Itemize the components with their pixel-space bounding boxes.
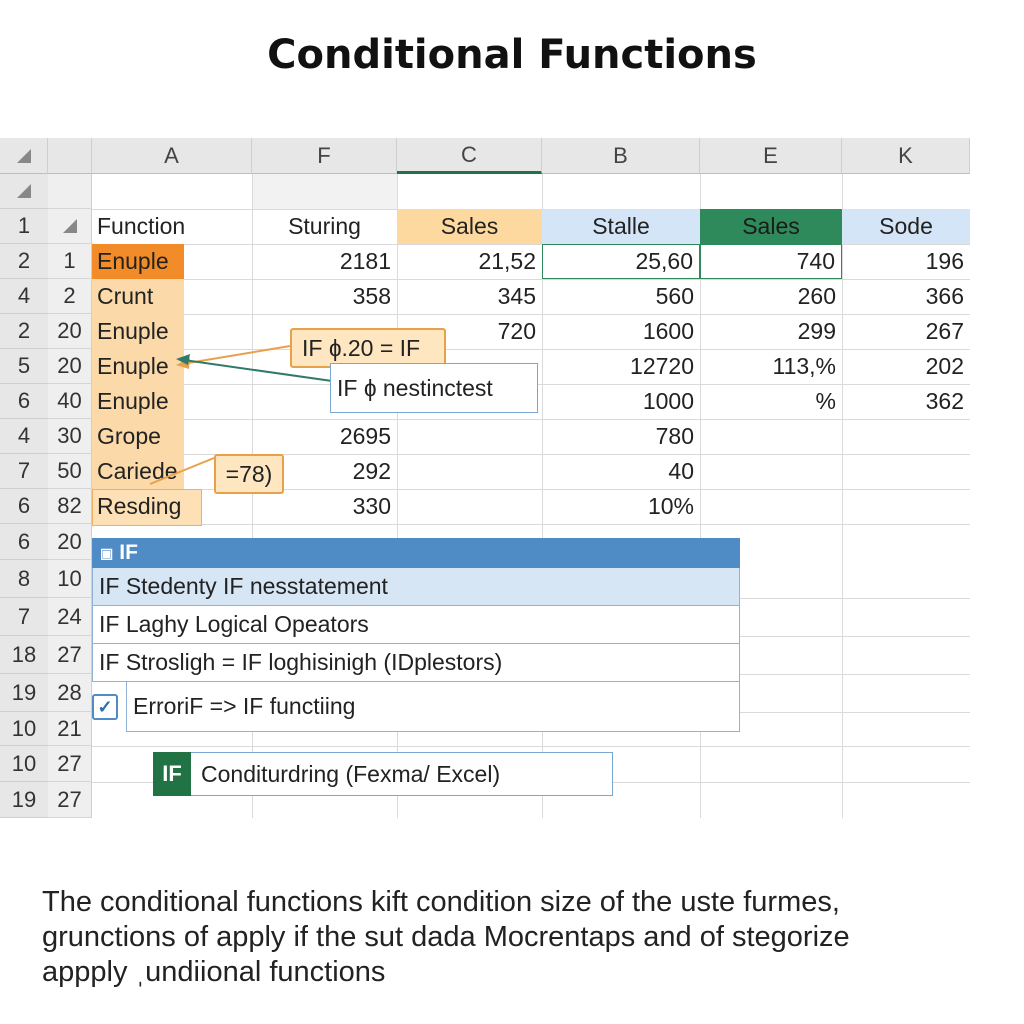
cell-f[interactable]: 358 [352,283,391,309]
header-cell-sales-2[interactable]: Sales [700,209,842,244]
subheader: 21 [48,712,92,746]
caption-line: appply ˌundiional functions [42,956,386,988]
row-header[interactable]: 18 [0,636,48,674]
cell-f[interactable]: 2695 [339,423,391,449]
row-header[interactable]: 10 [0,746,48,782]
cell-f[interactable]: 330 [352,493,391,519]
cell-b[interactable]: 12720 [630,353,694,379]
subheader: 2 [48,279,92,314]
cell-e[interactable]: 113,% [772,353,836,379]
panel-item[interactable]: IF Stedenty IF nesstatement [92,568,740,606]
checkbox-area [92,682,126,732]
caption-line: grunctions of apply if the sut dada Mocrentaps and of stegorize [42,921,850,953]
row-header[interactable]: 2 [0,314,48,349]
subheader: 27 [48,782,92,818]
subheader: 20 [48,349,92,384]
column-header-f[interactable]: F [252,138,397,174]
column-header-b[interactable]: B [542,138,700,174]
cell-e[interactable]: % [815,388,836,414]
cell-c[interactable]: 21,52 [478,248,536,274]
row-header[interactable]: 2 [0,244,48,279]
panel-item[interactable]: IF Laghy Logical Opeators [92,606,740,644]
cell-k[interactable]: 202 [925,353,964,379]
row-header[interactable]: 7 [0,454,48,489]
subheader: 27 [48,746,92,782]
formula-text[interactable]: Conditurdring (Fexma/ Excel) [201,760,501,787]
cell-c[interactable]: 345 [497,283,536,309]
function-icon: ▣ [100,544,114,561]
panel-header-label: IF [119,541,138,564]
cell-f[interactable]: 292 [352,458,391,484]
subheader: 20 [48,314,92,349]
panel-item[interactable]: IF Strosligh = IF loghisinigh (IDplestors) [92,644,740,682]
checkbox-checked-icon[interactable]: ✓ [92,694,118,720]
cell-b[interactable]: 1600 [642,318,694,344]
row-header[interactable]: 7 [0,598,48,636]
cell-k[interactable]: 362 [925,388,964,414]
header-cell-function[interactable]: Function [97,213,186,239]
column-header-k[interactable]: K [842,138,970,174]
cell-f[interactable]: 2181 [339,248,391,274]
cell-b[interactable]: 780 [655,423,694,449]
row-header[interactable]: 19 [0,674,48,712]
if-formula-callout[interactable]: IF ɸ.20 = IF [290,328,446,368]
cell-b[interactable]: 10% [647,493,694,519]
checked-row [92,682,740,732]
cell-b[interactable]: 1000 [642,388,694,414]
cell-e[interactable]: 299 [797,318,836,344]
panel-item-checked[interactable]: ErroriF => IF functiing [126,682,740,732]
panel-header [92,538,740,568]
header-cell-sturing[interactable]: Sturing [288,213,361,239]
caption-line: The conditional functions kift condition size of the uste furmes, [42,886,840,918]
if-nested-callout[interactable]: IF ɸ nestinctest [330,363,538,413]
column-header-a[interactable]: A [92,138,252,174]
cell-a[interactable]: Enuple [97,353,169,379]
subheader: 10 [48,560,92,598]
subheader: 28 [48,674,92,712]
caption [42,885,1002,990]
cell-a[interactable]: Cariede [97,458,178,484]
orange-arrow-2 [150,458,214,484]
page-title: Conditional Functions [267,32,757,78]
spreadsheet-grid[interactable] [0,138,970,818]
cell-k[interactable]: 267 [925,318,964,344]
row-header[interactable]: 6 [0,524,48,560]
row-header[interactable]: 1 [0,209,48,244]
cell-a[interactable]: Grope [97,423,161,449]
subheader: 20 [48,524,92,560]
subheader: 1 [48,244,92,279]
formula-bar[interactable] [153,752,613,796]
row-header[interactable]: 4 [0,279,48,314]
cell-a[interactable]: Resding [97,493,182,519]
row-header[interactable]: 8 [0,560,48,598]
cell-a[interactable]: Enuple [97,388,169,414]
cell-c[interactable]: 720 [497,318,536,344]
subheader: 82 [48,489,92,524]
cell-a[interactable]: Crunt [97,283,154,309]
cell-a[interactable]: Enuple [97,248,169,274]
subheader: 40 [48,384,92,419]
cell-b[interactable]: 560 [655,283,694,309]
row-header[interactable]: 5 [0,349,48,384]
cell-a[interactable]: Enuple [97,318,169,344]
subheader: 27 [48,636,92,674]
row-header[interactable]: 4 [0,419,48,454]
cell-e[interactable]: 260 [797,283,836,309]
subheader: 30 [48,419,92,454]
column-header-c[interactable]: C [397,138,542,174]
cell-e[interactable]: 740 [700,244,842,279]
cell-b[interactable]: 40 [668,458,694,484]
row-header[interactable]: 10 [0,712,48,746]
row-header[interactable]: 6 [0,384,48,419]
formula-if-tag: IF [153,752,191,796]
cell-k[interactable]: 366 [925,283,964,309]
if-suggestions-panel[interactable] [92,538,740,732]
cell-k[interactable]: 196 [925,248,964,274]
cell-b[interactable]: 25,60 [542,244,700,279]
subheader: 24 [48,598,92,636]
row-header[interactable]: 6 [0,489,48,524]
equals-callout[interactable]: =78) [214,454,284,494]
row-header[interactable]: 19 [0,782,48,818]
header-cell-sode[interactable]: Sode [842,209,970,244]
subheader: 50 [48,454,92,489]
column-header-e[interactable]: E [700,138,842,174]
header-cell-sales[interactable]: Sales [397,209,542,244]
header-cell-stalle[interactable]: Stalle [542,209,700,244]
